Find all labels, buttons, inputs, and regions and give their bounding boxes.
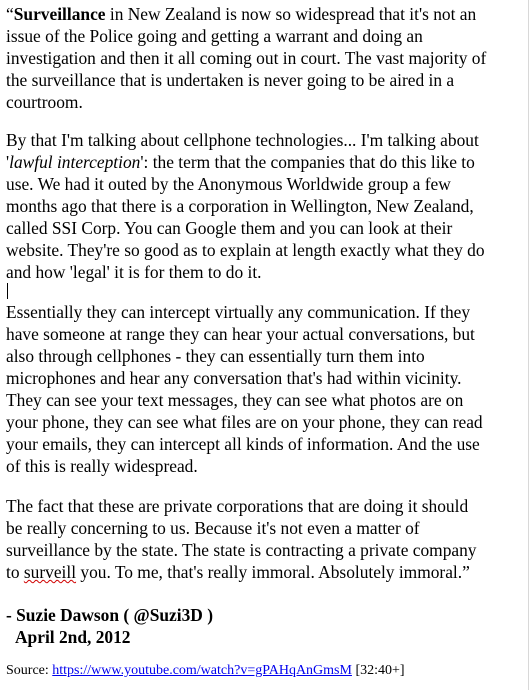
text-segment: “ xyxy=(6,4,14,24)
text-line xyxy=(6,301,526,323)
text-line xyxy=(6,69,526,91)
text-line xyxy=(6,517,526,539)
text-segment: issue of the Police going and getting a warrant and doing an xyxy=(6,26,423,46)
text-segment: to xyxy=(6,562,24,582)
text-line xyxy=(6,195,526,217)
quote-paragraph-2 xyxy=(6,129,526,283)
text-line xyxy=(6,367,526,389)
text-line xyxy=(6,47,526,69)
text-line xyxy=(6,25,526,47)
text-line xyxy=(6,389,526,411)
text-segment: your phone, they can see what files are on your phone, they can read xyxy=(6,412,483,432)
text-line xyxy=(6,173,526,195)
text-line xyxy=(6,129,526,151)
text-line xyxy=(6,239,526,261)
text-segment: By that I'm talking about cellphone technologies... I'm talking about xyxy=(6,130,479,150)
text-segment: investigation and then it all coming out in court. The vast majority of xyxy=(6,48,487,68)
text-segment: and how 'legal' it is for them to do it. xyxy=(6,262,262,282)
text-segment: Surveillance xyxy=(13,4,106,24)
text-segment: of this is really widespread. xyxy=(6,456,198,476)
text-line xyxy=(6,561,526,583)
text-segment: The fact that these are private corporations that are doing it should xyxy=(6,496,469,516)
source-link[interactable]: https://www.youtube.com/watch?v=gPAHqAnGmsM xyxy=(52,663,352,678)
text-segment: ' xyxy=(6,152,10,172)
text-segment: website. They're so good as to explain at length exactly what they do xyxy=(6,240,485,260)
text-line xyxy=(6,261,526,283)
text-line xyxy=(6,323,526,345)
attribution-date: April 2nd, 2012 xyxy=(15,627,131,647)
text-segment: you. To me, that's really immoral. Absolutely immoral.” xyxy=(76,562,470,582)
text-line xyxy=(6,539,526,561)
text-cursor xyxy=(7,283,8,299)
text-segment: They can see your text messages, they can see what photos are on xyxy=(6,390,464,410)
source-line xyxy=(6,662,405,680)
text-segment: months ago that there is a corporation in Wellington, New Zealand, xyxy=(6,196,474,216)
misspelled-word: surveill xyxy=(23,562,77,582)
text-line xyxy=(6,217,526,239)
text-line xyxy=(6,345,526,367)
text-segment: use. We had it outed by the Anonymous Worldwide group a few xyxy=(6,174,451,194)
text-segment: lawful interception xyxy=(9,152,141,172)
text-segment: Essentially they can intercept virtually any communication. If they xyxy=(6,302,471,322)
text-segment: your emails, they can intercept all kinds of information. And the use xyxy=(6,434,480,454)
text-segment: microphones and hear any conversation that's had within vicinity. xyxy=(6,368,462,388)
text-line xyxy=(6,455,526,477)
text-line xyxy=(6,495,526,517)
text-line xyxy=(6,433,526,455)
text-segment: in New Zealand is now so widespread that it's not an xyxy=(105,4,477,24)
text-segment: be really concerning to us. Because it's not even a matter of xyxy=(6,518,420,538)
quote-paragraph-1 xyxy=(6,3,526,113)
quote-paragraph-4 xyxy=(6,495,526,583)
text-segment: courtroom. xyxy=(6,92,83,112)
text-segment: called SSI Corp. You can Google them and you can look at their xyxy=(6,218,453,238)
source-timestamp: [32:40+] xyxy=(355,663,405,678)
text-line xyxy=(6,3,526,25)
text-line xyxy=(6,91,526,113)
text-line xyxy=(6,411,526,433)
text-segment: ': the term that the companies that do this like to xyxy=(140,152,475,172)
text-segment: the surveillance that is undertaken is never going to be aired in a xyxy=(6,70,455,90)
source-label: Source: xyxy=(6,663,49,678)
quote-paragraph-3 xyxy=(6,301,526,477)
text-segment: surveillance by the state. The state is contracting a private company xyxy=(6,540,477,560)
attribution-author: - Suzie Dawson ( @Suzi3D ) xyxy=(6,605,213,625)
text-line xyxy=(6,151,526,173)
text-segment: have someone at range they can hear your actual conversations, but xyxy=(6,324,475,344)
text-segment: also through cellphones - they can essentially turn them into xyxy=(6,346,425,366)
